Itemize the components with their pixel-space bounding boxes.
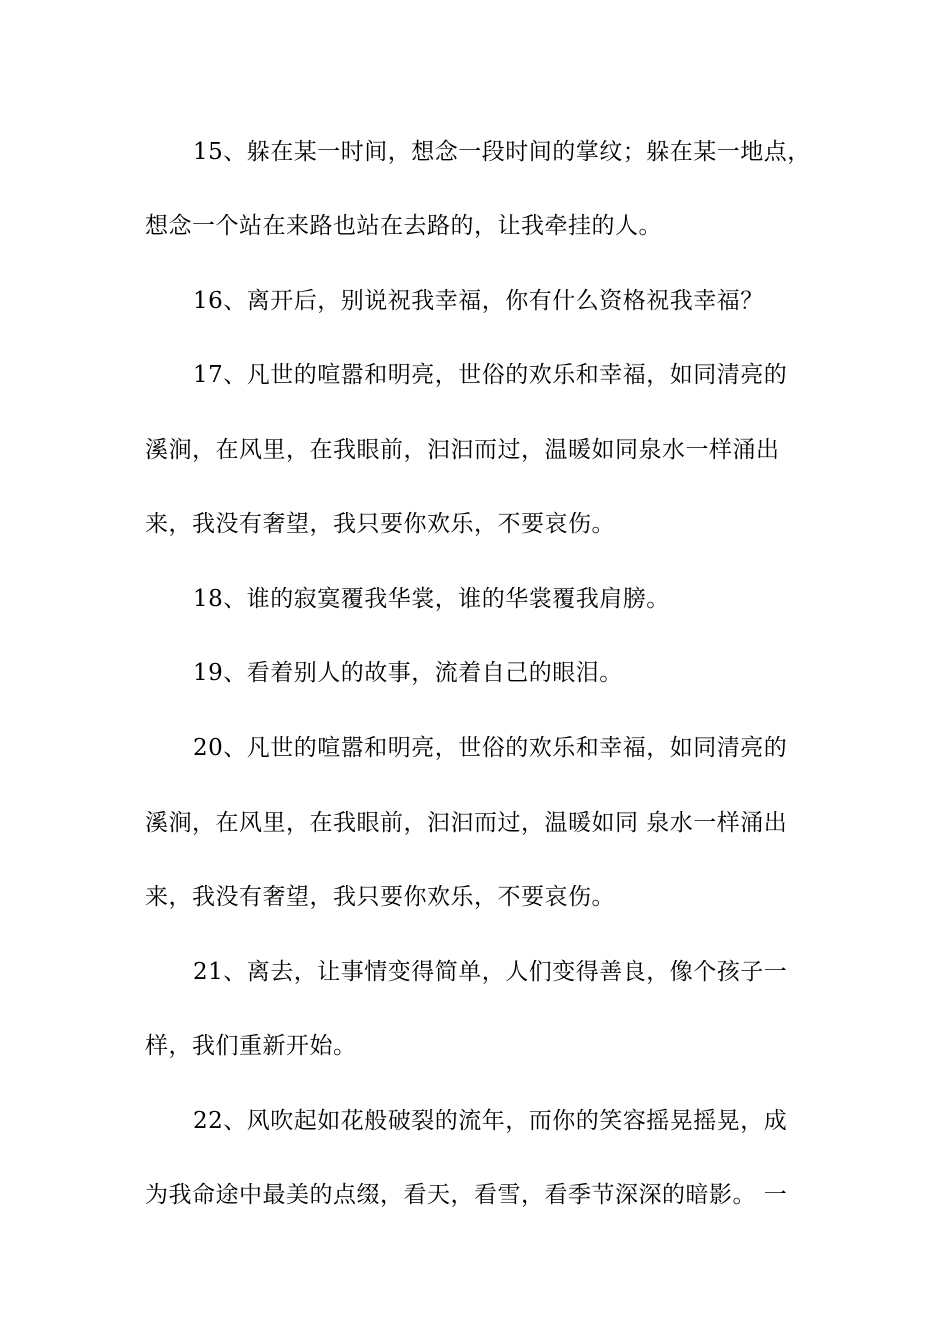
paragraph-17-line-3: 来，我没有奢望，我只要你欢乐，不要哀伤。 [145, 511, 615, 537]
paragraph-20-line-3: 来，我没有奢望，我只要你欢乐，不要哀伤。 [145, 884, 615, 910]
paragraph-21-line-1: 21、离去，让事情变得简单，人们变得善良，像个孩子一 [193, 959, 788, 985]
paragraph-15-line-1: 15、躲在某一时间，想念一段时间的掌纹；躲在某一地点， [193, 139, 811, 165]
paragraph-18-line-1: 18、谁的寂寞覆我华裳，谁的华裳覆我肩膀。 [193, 586, 670, 612]
paragraph-15-line-2: 想念一个站在来路也站在去路的，让我牵挂的人。 [145, 213, 662, 239]
paragraph-20-line-2: 溪涧，在风里，在我眼前，汩汩而过，温暖如同 泉水一样涌出 [145, 810, 788, 836]
paragraph-17-line-1: 17、凡世的喧嚣和明亮，世俗的欢乐和幸福，如同清亮的 [193, 362, 788, 388]
paragraph-19-line-1: 19、看着别人的故事，流着自己的眼泪。 [193, 660, 623, 686]
paragraph-22-line-2: 为我命途中最美的点缀，看天，看雪，看季节深深的暗影。 一 [145, 1182, 788, 1208]
paragraph-17-line-2: 溪涧，在风里，在我眼前，汩汩而过，温暖如同泉水一样涌出 [145, 437, 780, 463]
paragraph-16-line-1: 16、离开后，别说祝我幸福，你有什么资格祝我幸福？ [193, 288, 764, 314]
paragraph-22-line-1: 22、风吹起如花般破裂的流年，而你的笑容摇晃摇晃，成 [193, 1108, 788, 1134]
paragraph-20-line-1: 20、凡世的喧嚣和明亮，世俗的欢乐和幸福，如同清亮的 [193, 735, 788, 761]
paragraph-21-line-2: 样，我们重新开始。 [145, 1033, 357, 1059]
